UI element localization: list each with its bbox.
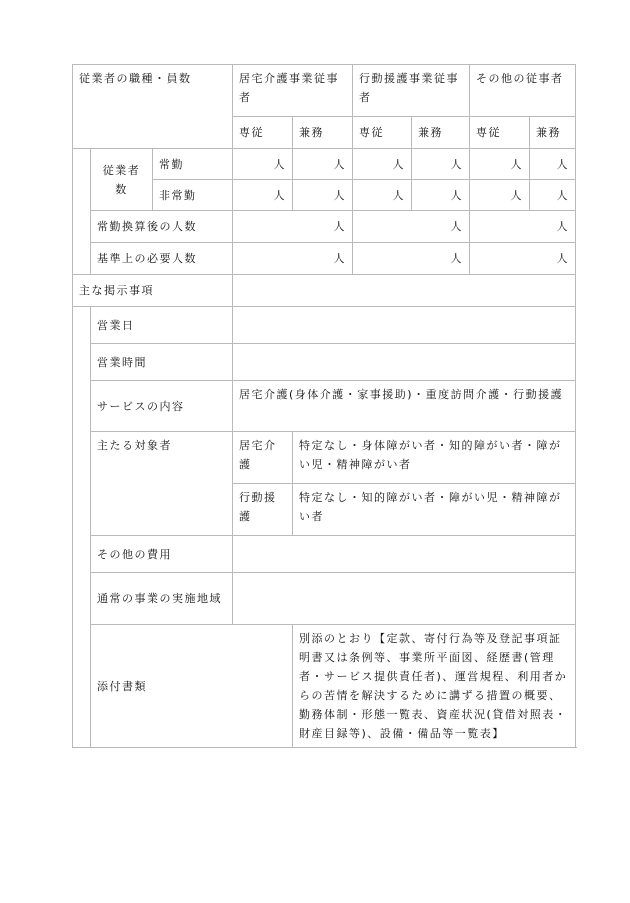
other-dual-role: 兼務	[530, 117, 576, 149]
unit-cell: 人	[530, 149, 576, 180]
notices-indent	[73, 307, 91, 748]
regular-label: 常勤	[153, 149, 233, 180]
notices-header-value	[233, 275, 576, 307]
target-behavior-label: 行動援護	[233, 484, 293, 536]
unit-cell: 人	[233, 180, 293, 211]
fte-home-care: 人	[233, 211, 353, 243]
service-area-label: 通常の事業の実施地域	[91, 573, 233, 625]
business-days-label: 営業日	[91, 307, 233, 344]
business-hours-label: 営業時間	[91, 344, 233, 381]
unit-cell: 人	[470, 149, 530, 180]
unit-cell: 人	[293, 180, 353, 211]
business-days-value	[233, 307, 576, 344]
unit-cell: 人	[353, 149, 412, 180]
target-behavior-value: 特定なし・知的障がい者・障がい児・精神障がい者	[293, 484, 576, 536]
required-other: 人	[470, 243, 576, 275]
home-care-dual-role: 兼務	[293, 117, 353, 149]
required-behavior: 人	[353, 243, 470, 275]
unit-cell: 人	[233, 149, 293, 180]
other-costs-label: その他の費用	[91, 536, 233, 573]
fte-behavior: 人	[353, 211, 470, 243]
unit-cell: 人	[293, 149, 353, 180]
target-home-care-label: 居宅介護	[233, 432, 293, 484]
attachments-value: 別添のとおり【定款、寄付行為等及登記事項証明書又は条例等、事業所平面図、経歴書(管理者・サービス提供責任者)、運営規程、利用者からの苦情を解決するために講ずる措置の概要、勤務体制・形態一覧表、資産状況(貸借対照表・財産目録等)、設備・備品等一覧表】	[293, 625, 576, 748]
service-content-value: 居宅介護(身体介護・家事援助)・重度訪問介護・行動援護	[233, 381, 576, 432]
required-label: 基準上の必要人数	[91, 243, 233, 275]
fte-label: 常勤換算後の人数	[91, 211, 233, 243]
unit-cell: 人	[353, 180, 412, 211]
workers-count-label: 従業者数	[91, 149, 153, 211]
behavior-dual-role: 兼務	[412, 117, 470, 149]
service-area-value	[233, 573, 576, 625]
facility-form-table	[72, 64, 576, 748]
required-home-care: 人	[233, 243, 353, 275]
home-care-full-time: 専従	[233, 117, 293, 149]
attachments-label: 添付書類	[91, 625, 293, 748]
non-regular-label: 非常勤	[153, 180, 233, 211]
col-behavior-support-staff: 行動援護事業従事者	[353, 65, 470, 117]
unit-cell: 人	[470, 180, 530, 211]
staff-indent	[73, 149, 91, 275]
unit-cell: 人	[530, 180, 576, 211]
notices-header-label: 主な掲示事項	[73, 275, 233, 307]
col-home-care-staff: 居宅介護事業従事者	[233, 65, 353, 117]
target-label: 主たる対象者	[91, 432, 233, 536]
business-hours-value	[233, 344, 576, 381]
unit-cell: 人	[412, 180, 470, 211]
service-content-label: サービスの内容	[91, 381, 233, 432]
other-full-time: 専従	[470, 117, 530, 149]
other-costs-value	[233, 536, 576, 573]
fte-other: 人	[470, 211, 576, 243]
staff-header-label: 従業者の職種・員数	[73, 65, 233, 149]
target-home-care-value: 特定なし・身体障がい者・知的障がい者・障がい児・精神障がい者	[293, 432, 576, 484]
unit-cell: 人	[412, 149, 470, 180]
behavior-full-time: 専従	[353, 117, 412, 149]
col-other-staff: その他の従事者	[470, 65, 576, 117]
